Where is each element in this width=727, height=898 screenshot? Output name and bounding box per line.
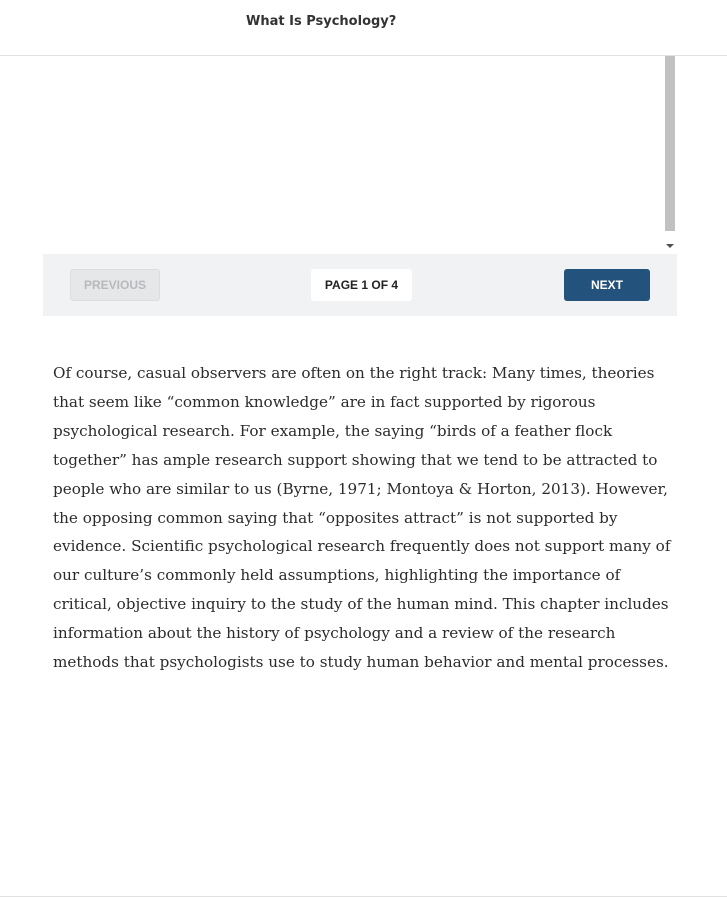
previous-button[interactable]: PREVIOUS <box>70 269 160 301</box>
next-button[interactable]: NEXT <box>564 269 650 301</box>
page-title: What Is Psychology? <box>246 14 397 29</box>
scroll-down-arrow-icon[interactable] <box>666 244 674 248</box>
embedded-content-frame <box>43 56 677 254</box>
vertical-scrollbar[interactable] <box>663 56 675 254</box>
page-indicator: PAGE 1 OF 4 <box>311 269 412 301</box>
pagination-bar <box>43 254 677 316</box>
footer-divider <box>0 896 727 897</box>
scrollbar-thumb[interactable] <box>665 56 675 231</box>
page-header <box>0 0 727 56</box>
body-paragraph: Of course, casual observers are often on the right track: Many times, theories that seem like “common knowledge” are in fact supported by rigorous psychological research. For example, the saying “birds of a feather flock together” has ample research support showing that we tend to be attracted to people who are similar to us (Byrne, 1971; Montoya & Horton, 2013). However, the opposing common saying that “opposites attract” is not supported by evidence. Scientific psychological research frequently does not support many of our culture’s commonly held assumptions, highlighting the importance of critical, objective inquiry to the study of the human mind. This chapter includes information about the history of psychology and a review of the research methods that psychologists use to study human behavior and mental processes. <box>53 364 671 672</box>
